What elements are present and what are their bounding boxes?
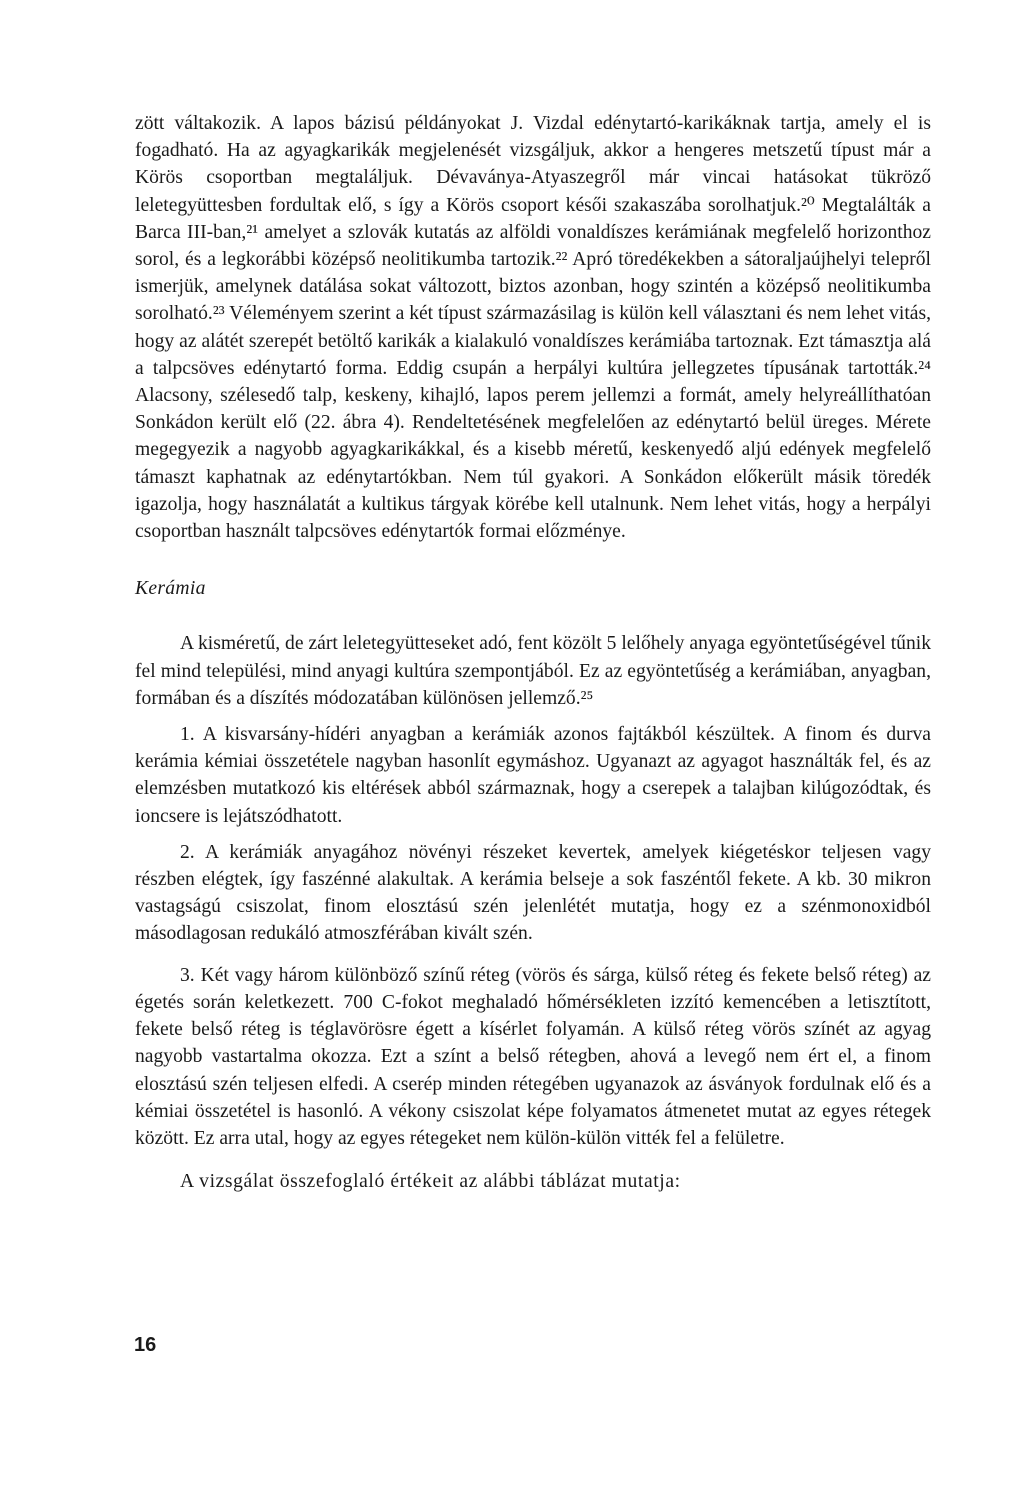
body-text — [135, 110, 931, 1195]
paragraph-2: 1. A kisvarsány-hídéri anyagban a kerámiák azonos fajtákból készültek. A finom és durva kerámia kémiai összetétele nagyban hasonlít egymáshoz. Ugyanazt az agyagot használták fel, és az elemzésben mutatkozó kis eltérések abból származnak, hogy a cserepek a talajban kilúgozódtak, és ioncsere is lejátszódhatott. — [135, 724, 931, 827]
paragraph-intro: zött váltakozik. A lapos bázisú példányokat J. Vizdal edénytartó-karikáknak tartja, amely el is fogadható. Ha az agyagkarikák megjelenését vizsgáljuk, akkor a hengeres metszetű típust már a Körös csoportban megtaláljuk. Dévaványa-Atyaszegről már vincai hatásokat tükröző leletegyüttesben fordultak elő, s így a Körös csoport késői szakaszába sorolhatjuk.²⁰ Megtalálták a Barca III-ban,²¹ amelyet a szlovák kutatás az alföldi vonaldíszes kerámiának megfelelő horizonthoz sorol, és a legkorábbi középső neolitikumba tartozik.²² Apró töredékekben a sátoraljaújhelyi telepről ismerjük, amelynek datálása sokat változott, biztos azonban, hogy szintén a középső neolitikumba sorolható.²³ Véleményem szerint a két típust származásilag is külön kell választani és nem lehet vitás, hogy az alátét szerepét betöltő karikák a kialakuló vonaldíszes kerámiába tartoznak. Ezt támasztja alá a talpcsöves edénytartó forma. Eddig csupán a herpályi kultúra jellegzetes típusának tartották.²⁴ Alacsony, szélesedő talp, keskeny, kihajló, lapos perem jellemzi a formát, amely helyreállíthatóan Sonkádon került elő (22. ábra 4). Rendeltetésének megfelelően az edénytartó belül üreges. Mérete megegyezik a nagyobb agyagkarikákkal, és a kisebb méretű, keskenyedő aljú edények megfelelő támaszt kaphatnak az edénytartókban. Nem túl gyakori. A Sonkádon előkerült másik töredék igazolja, hogy használatát a kultikus tárgyak körébe kell utalnunk. Nem lehet vitás, hogy a herpályi csoportban használt talpcsöves edénytartók formai előzménye. — [135, 113, 931, 543]
section-heading: Kerámia — [135, 578, 206, 600]
paragraph-3: 2. A kerámiák anyagához növényi részeket kevertek, amelyek kiégetéskor teljesen vagy részben elégtek, így faszénné alakultak. A kerámia belseje a sok faszéntől fekete. A kb. 30 mikron vastagságú csiszolat, finom elosztású szén jelenlétét mutatja, hogy ez a szénmonoxidból másodlagosan redukáló atmoszférában kivált szén. — [135, 841, 931, 945]
paragraph-closing: A vizsgálat összefoglaló értékeit az alábbi táblázat mutatja: — [180, 1171, 681, 1193]
page-number: 16 — [134, 1334, 157, 1356]
paragraph-1: A kisméretű, de zárt leletegyütteseket adó, fent közölt 5 lelőhely anyaga egyöntetűségével tűnik fel mind települési, mind anyagi kultúra szempontjából. Ez az egyöntetűség a kerámiában, anyagban, formában és a díszítés módozatában különösen jellemző.²⁵ — [135, 633, 931, 709]
paragraph-4: 3. Két vagy három különböző színű réteg (vörös és sárga, külső réteg és fekete belső réteg) az égetés során keletkezett. 700 C-fokot meghaladó hőmérsékleten izzító kemencében a letisztított, fekete belső réteg is téglavörösre égett a kísérlet folyamán. A külső réteg vörös színét az agyag nagyobb vastartalma okozza. Ezt a színt a belső rétegben, ahová a levegő nem ért el, a finom elosztású szén teljesen elfedi. A cserép minden rétegében ugyanazok az ásványok fordulnak elő és a kémiai összetétel is hasonló. A vékony csiszolat képe folyamatos átmenetet mutat az egyes rétegek között. Ez arra utal, hogy az egyes rétegeket nem külön-külön vitték fel a felületre. — [135, 964, 931, 1149]
